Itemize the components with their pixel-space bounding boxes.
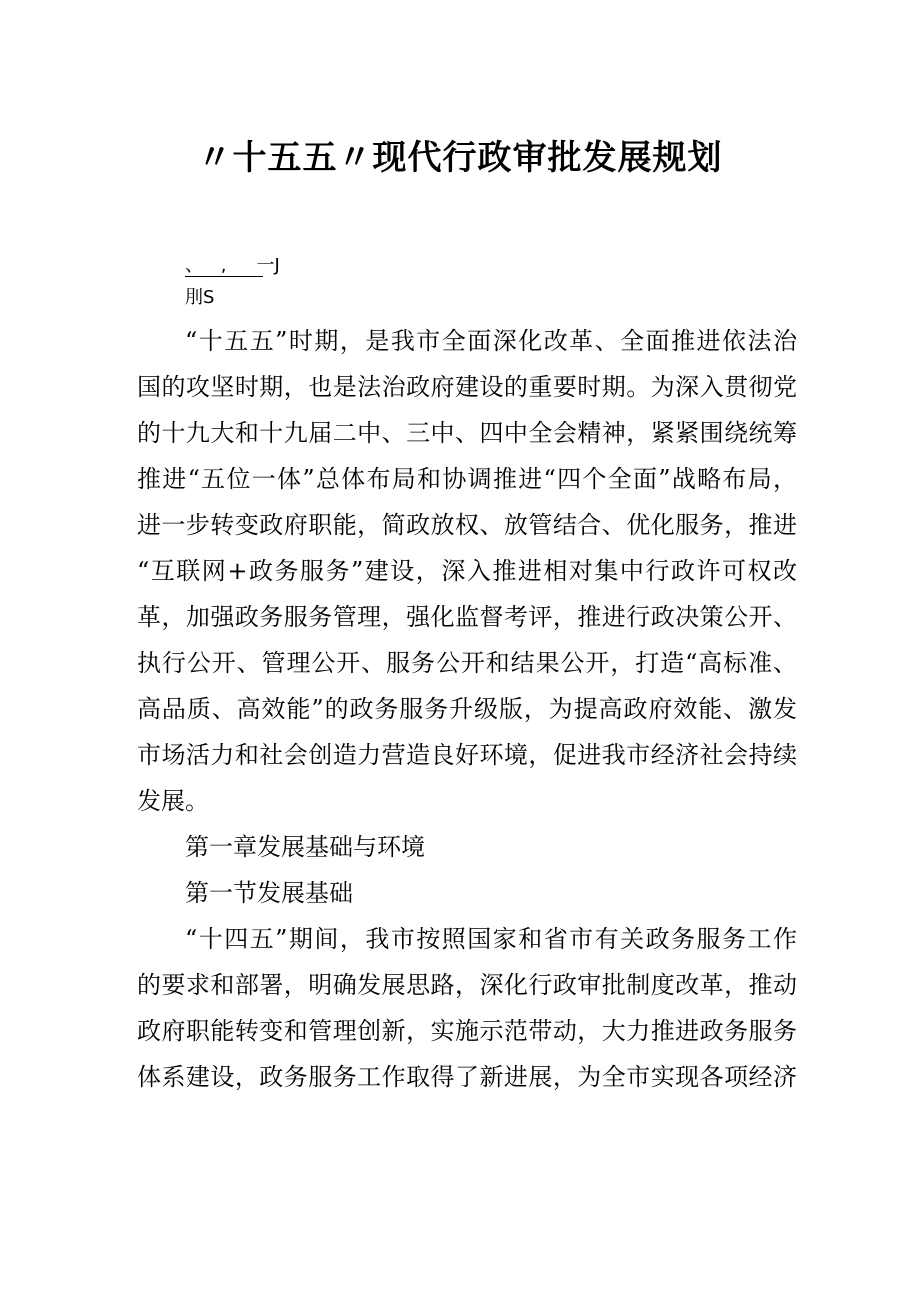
paragraph-line: “十四五”期间，我市按照国家和省市有关政务服务工作 [185, 925, 797, 953]
paragraph-line: 的要求和部署，明确发展思路，深化行政审批制度改革，推动 [137, 971, 797, 999]
paragraph-line: 市场活力和社会创造力营造良好环境，促进我市经济社会持续 [137, 741, 797, 769]
section-heading: 第一节发展基础 [185, 879, 353, 907]
preface-heading: 刖S [185, 287, 215, 308]
paragraph-line: 革，加强政务服务管理，强化监督考评，推进行政决策公开、 [137, 603, 797, 631]
document-title: 〃十五五〃现代行政审批发展规划 [197, 138, 723, 178]
scan-artifact-line [185, 254, 280, 278]
paragraph-line: 进一步转变政府职能，简政放权、放管结合、优化服务，推进 [137, 511, 797, 539]
scan-artifact-fragment: 一J [256, 255, 280, 276]
paragraph-line: 政府职能转变和管理创新，实施示范带动，大力推进政务服务 [137, 1017, 797, 1045]
paragraph-line: 国的攻坚时期，也是法治政府建设的重要时期。为深入贯彻党 [137, 373, 797, 401]
paragraph-line: 体系建设，政务服务工作取得了新进展，为全市实现各项经济 [137, 1063, 797, 1091]
paragraph-line: 推进“五位一体”总体布局和协调推进“四个全面”战略布局， [137, 465, 797, 493]
paragraph-line: “互联网+政务服务”建设，深入推进相对集中行政许可权改 [137, 557, 797, 585]
chapter-heading: 第一章发展基础与环境 [185, 833, 425, 861]
paragraph-line: 的十九大和十九届二中、三中、四中全会精神，紧紧围绕统筹 [137, 419, 797, 447]
scan-artifact-fragment: 、 , [185, 255, 233, 276]
scan-artifact-rule [185, 276, 263, 277]
paragraph-line: 执行公开、管理公开、服务公开和结果公开，打造“高标准、 [137, 649, 797, 677]
paragraph-line: 高品质、高效能”的政务服务升级版，为提高政府效能、激发 [137, 695, 797, 723]
paragraph-line: “十五五”时期，是我市全面深化改革、全面推进依法治 [185, 327, 797, 355]
paragraph-line: 发展。 [137, 787, 209, 815]
